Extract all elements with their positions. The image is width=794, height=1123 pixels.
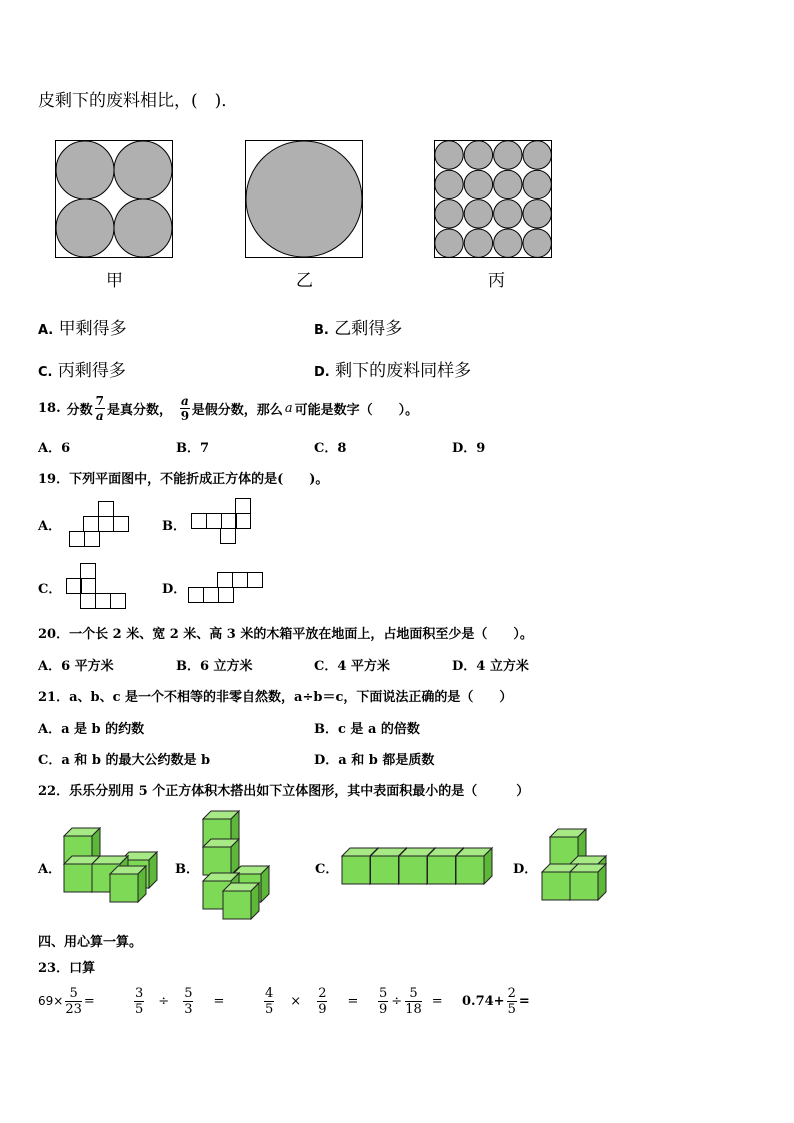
equals-sign: =: [347, 993, 359, 1009]
cube-face: [399, 856, 427, 884]
q21-option-c[interactable]: C．a 和 b 的最大公约数是 b: [38, 753, 211, 768]
question-19-text: 19．下列平面图中，不能折成正方体的是( )。: [38, 472, 329, 487]
fraction: $\frac{2}{9}$: [318, 985, 327, 1017]
option-letter: A.: [38, 323, 54, 338]
cube-face: [428, 856, 456, 884]
cube-figure-c: [341, 846, 501, 888]
question-fragment-text: 皮剩下的废料相比，( )．: [38, 91, 239, 111]
small-circle: [464, 141, 492, 169]
small-circle: [435, 229, 463, 257]
equals-sign: =: [518, 993, 530, 1009]
q18-option-c[interactable]: C．8: [314, 441, 347, 456]
q18-option-d[interactable]: D．9: [452, 441, 486, 456]
top-option-a[interactable]: [38, 314, 127, 339]
fraction: $\frac{5}{18}$: [405, 985, 422, 1017]
option-text: 丙剩得多: [57, 361, 126, 381]
small-circle: [464, 170, 492, 198]
cube-net-b: [191, 498, 253, 545]
small-circle: [494, 200, 522, 228]
question-number: 18.: [38, 400, 61, 416]
option-letter: C.: [38, 365, 53, 380]
top-option-c[interactable]: [38, 356, 126, 381]
cube-face: [223, 891, 251, 919]
small-circle: [435, 200, 463, 228]
fraction: $\frac{4}{5}$: [265, 985, 274, 1017]
equals-sign: =: [83, 993, 95, 1009]
cube-figure-d: [541, 827, 621, 903]
q22-option-d[interactable]: D．: [513, 862, 538, 877]
q21-option-b[interactable]: B．c 是 a 的倍数: [314, 722, 420, 737]
q22-option-a[interactable]: A．: [38, 862, 62, 877]
cube-face: [203, 847, 231, 875]
q20-option-c[interactable]: C．4 平方米: [314, 659, 390, 674]
multiply-sign: ×: [290, 993, 302, 1009]
cube-face: [371, 856, 399, 884]
small-circle: [435, 141, 463, 169]
q19-option-d[interactable]: D．: [162, 582, 187, 597]
q18-option-a[interactable]: A．6: [38, 441, 71, 456]
small-circle: [523, 170, 551, 198]
figure-bing: [434, 140, 552, 258]
question-22-text: 22．乐乐分别用 5 个正方体积木搭出如下立体图形，其中表面积最小的是（ ）: [38, 784, 530, 799]
cube-face: [110, 874, 138, 902]
option-letter: B.: [314, 323, 329, 338]
cube-net-c: [66, 563, 128, 610]
cube-net-a: [69, 501, 131, 548]
cube-face: [64, 864, 92, 892]
small-circle: [464, 200, 492, 228]
cube-figure-a: [63, 825, 163, 905]
cube-face: [456, 856, 484, 884]
expr-text: 69×: [38, 994, 64, 1008]
figure-label-jia: 甲: [106, 271, 123, 291]
equals-sign: =: [213, 993, 225, 1009]
small-circle: [523, 200, 551, 228]
figure-yi: [245, 140, 363, 258]
small-circle: [494, 229, 522, 257]
figure-label-bing: 丙: [488, 271, 505, 291]
small-circle: [523, 141, 551, 169]
question-18: [38, 390, 418, 426]
option-text: 甲剩得多: [58, 319, 127, 339]
fraction: $\frac{2}{5}$: [507, 985, 516, 1017]
question-20-text: 20．一个长 2 米、宽 2 米、高 3 米的木箱平放在地面上，占地面积至少是（ ）。: [38, 627, 533, 642]
figure-label-yi: 乙: [296, 271, 313, 291]
question-text: 可能是数字（ ）。: [294, 402, 419, 418]
fraction-a-over-9: $\frac{a}{9}$: [180, 393, 190, 423]
fraction: $\frac{5}{23}$: [65, 985, 82, 1017]
cube-figure-b: [202, 810, 282, 926]
top-option-b[interactable]: [314, 314, 402, 339]
question-text: 分数: [66, 402, 93, 418]
fraction: $\frac{3}{5}$: [135, 985, 144, 1017]
q22-option-c[interactable]: C．: [315, 862, 339, 877]
calc-expression-5: [462, 983, 530, 1019]
q20-option-b[interactable]: B．6 立方米: [176, 659, 253, 674]
q19-option-b[interactable]: B．: [162, 519, 186, 534]
q19-option-a[interactable]: A．: [38, 519, 62, 534]
divide-sign: ÷: [391, 993, 403, 1009]
q20-option-d[interactable]: D．4 立方米: [452, 659, 529, 674]
calc-expression-3: [262, 983, 358, 1019]
fraction: $\frac{5}{9}$: [379, 985, 388, 1017]
small-circle: [523, 229, 551, 257]
cube-face: [542, 872, 570, 900]
q19-option-c[interactable]: C．: [38, 582, 62, 597]
q18-option-b[interactable]: B．7: [176, 441, 210, 456]
calc-expression-1: [38, 983, 95, 1019]
cube-face: [570, 872, 598, 900]
fraction: $\frac{5}{3}$: [184, 985, 193, 1017]
small-circle: [435, 170, 463, 198]
q22-option-b[interactable]: B．: [175, 862, 199, 877]
q21-option-a[interactable]: A．a 是 b 的约数: [38, 722, 145, 737]
cube-face: [342, 856, 370, 884]
top-option-d[interactable]: [314, 356, 471, 381]
option-text: 乙剩得多: [334, 319, 403, 339]
q21-option-d[interactable]: D．a 和 b 都是质数: [314, 753, 435, 768]
small-circle: [464, 229, 492, 257]
variable-a: a: [284, 400, 293, 416]
small-circle: [494, 141, 522, 169]
cube-net-d: [188, 572, 264, 605]
fraction-7-over-a: $\frac{7}{a}$: [95, 393, 104, 423]
question-21-text: 21．a、b、c 是一个不相等的非零自然数，a÷b＝c，下面说法正确的是（ ）: [38, 690, 513, 705]
section-heading: 四、用心算一算。: [38, 935, 143, 950]
divide-sign: ÷: [158, 993, 170, 1009]
question-23-text: 23．口算: [38, 961, 96, 976]
figure-jia: [55, 140, 173, 258]
equals-sign: =: [431, 993, 443, 1009]
small-circle: [494, 170, 522, 198]
calc-expression-2: [132, 983, 224, 1019]
question-text: 是真分数，: [107, 402, 173, 418]
question-text: 是假分数，那么: [191, 402, 283, 418]
q20-option-a[interactable]: A．6 平方米: [38, 659, 114, 674]
option-letter: D.: [314, 365, 330, 380]
calc-expression-4: [376, 983, 443, 1019]
expr-text: 0.74+: [462, 993, 505, 1009]
option-text: 剩下的废料同样多: [335, 361, 472, 381]
